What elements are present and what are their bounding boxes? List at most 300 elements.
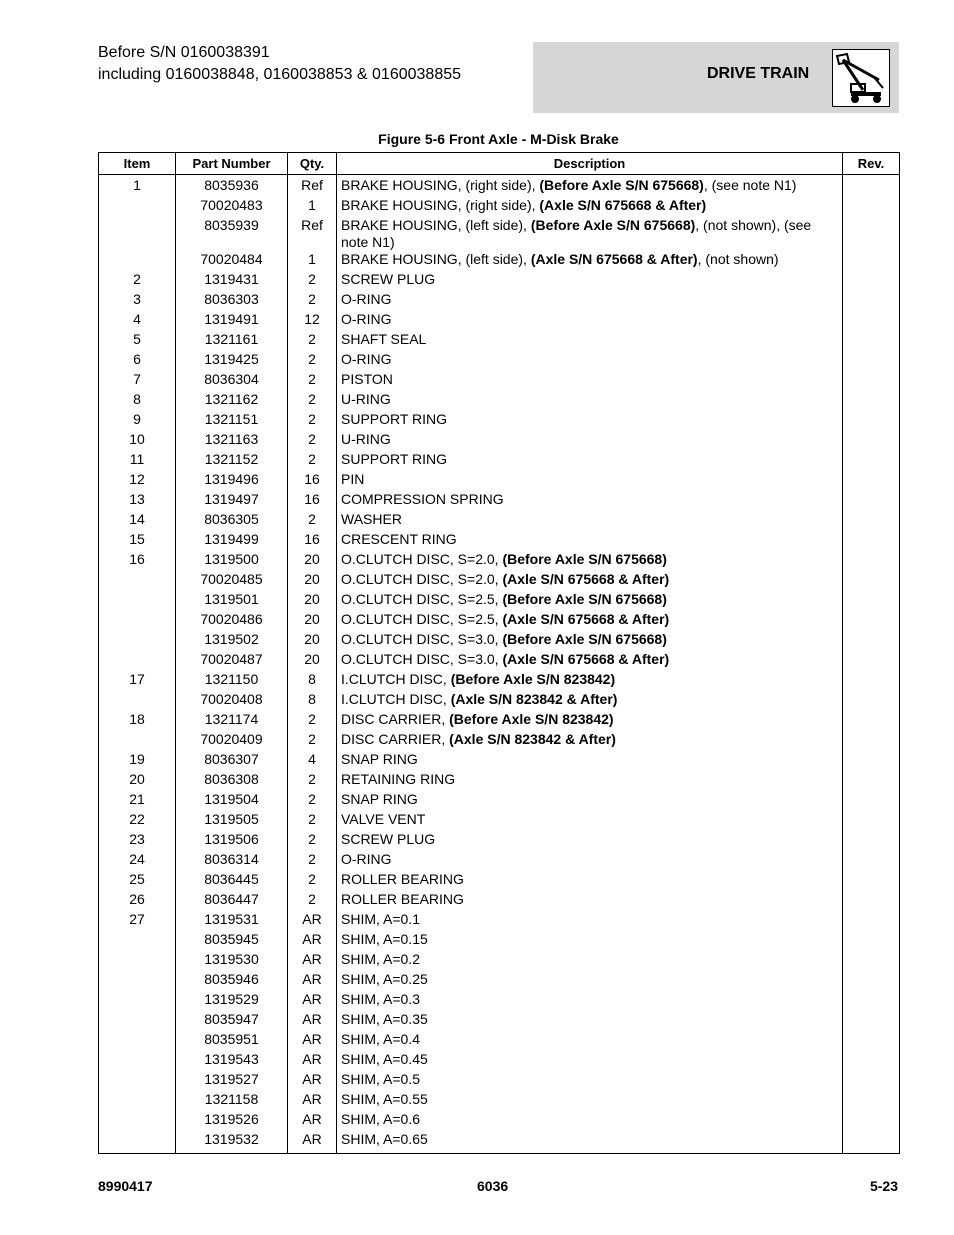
cell-part-number: 8035947 [176, 1011, 288, 1031]
cell-rev [843, 411, 900, 431]
cell-item [99, 991, 176, 1011]
table-row [99, 1091, 900, 1111]
description-text: SHAFT SEAL [341, 331, 427, 347]
cell-qty: AR [288, 991, 337, 1011]
cell-rev [843, 631, 900, 651]
cell-rev [843, 971, 900, 991]
cell-item: 1 [99, 175, 176, 198]
cell-rev [843, 391, 900, 411]
cell-qty: 1 [288, 251, 337, 271]
cell-qty: 1 [288, 197, 337, 217]
parts-table-body [99, 175, 900, 1154]
cell-rev [843, 1131, 900, 1154]
cell-qty: 2 [288, 411, 337, 431]
cell-item: 10 [99, 431, 176, 451]
table-row [99, 531, 900, 551]
parts-table [98, 152, 900, 1154]
description-text: SHIM, A=0.35 [341, 1011, 428, 1027]
description-text: I.CLUTCH DISC, [341, 691, 451, 707]
cell-part-number: 1319431 [176, 271, 288, 291]
table-row [99, 951, 900, 971]
cell-part-number: 1319504 [176, 791, 288, 811]
description-text: O-RING [341, 351, 392, 367]
cell-part-number: 1319491 [176, 311, 288, 331]
col-header-description: Description [337, 153, 843, 175]
table-row [99, 251, 900, 271]
serial-including: including 0160038848, 0160038853 & 0160038855 [98, 66, 462, 83]
cell-qty: 8 [288, 691, 337, 711]
cell-item [99, 1071, 176, 1091]
cell-rev [843, 891, 900, 911]
table-row [99, 411, 900, 431]
description-text: BRAKE HOUSING, (left side), [341, 251, 531, 267]
table-row [99, 451, 900, 471]
cell-part-number: 1321151 [176, 411, 288, 431]
cell-part-number: 70020409 [176, 731, 288, 751]
cell-part-number: 1319496 [176, 471, 288, 491]
table-row [99, 571, 900, 591]
cell-rev [843, 831, 900, 851]
cell-rev [843, 931, 900, 951]
cell-qty: AR [288, 931, 337, 951]
cell-item: 26 [99, 891, 176, 911]
cell-item: 7 [99, 371, 176, 391]
cell-description [337, 271, 843, 291]
cell-part-number: 8035946 [176, 971, 288, 991]
table-row [99, 391, 900, 411]
cell-rev [843, 1091, 900, 1111]
description-serial-range: (Before Axle S/N 675668) [502, 631, 667, 647]
cell-qty: 2 [288, 771, 337, 791]
table-row [99, 175, 900, 198]
cell-description [337, 1091, 843, 1111]
table-row [99, 271, 900, 291]
cell-description [337, 571, 843, 591]
cell-description [337, 175, 843, 198]
table-row [99, 871, 900, 891]
description-serial-range: (Axle S/N 675668 & After) [502, 611, 670, 627]
cell-item [99, 971, 176, 991]
cell-item [99, 1131, 176, 1154]
cell-description [337, 991, 843, 1011]
cell-part-number: 1319526 [176, 1111, 288, 1131]
description-serial-range: (Axle S/N 823842 & After) [449, 731, 616, 747]
cell-item: 13 [99, 491, 176, 511]
description-text: SHIM, A=0.3 [341, 991, 420, 1007]
cell-qty: 2 [288, 371, 337, 391]
description-text: SHIM, A=0.65 [341, 1131, 428, 1147]
cell-qty: 2 [288, 451, 337, 471]
cell-part-number: 1319497 [176, 491, 288, 511]
description-text: SCREW PLUG [341, 271, 436, 287]
cell-item [99, 251, 176, 271]
cell-description [337, 351, 843, 371]
cell-part-number: 1321161 [176, 331, 288, 351]
description-text: WASHER [341, 511, 402, 527]
table-row [99, 791, 900, 811]
cell-description [337, 971, 843, 991]
cell-part-number: 8036305 [176, 511, 288, 531]
cell-item: 2 [99, 271, 176, 291]
table-row [99, 471, 900, 491]
cell-description [337, 691, 843, 711]
cell-rev [843, 571, 900, 591]
cell-qty: 20 [288, 571, 337, 591]
section-banner [533, 42, 899, 113]
cell-description [337, 811, 843, 831]
cell-description [337, 631, 843, 651]
cell-qty: 2 [288, 791, 337, 811]
description-text: SCREW PLUG [341, 831, 436, 847]
description-text: O.CLUTCH DISC, S=3.0, [341, 651, 503, 667]
cell-rev [843, 1051, 900, 1071]
cell-item: 6 [99, 351, 176, 371]
cell-part-number: 8035951 [176, 1031, 288, 1051]
cell-item: 20 [99, 771, 176, 791]
cell-rev [843, 491, 900, 511]
description-text: O-RING [341, 851, 392, 867]
description-text: SNAP RING [341, 791, 418, 807]
table-row [99, 751, 900, 771]
cell-part-number: 8035936 [176, 175, 288, 198]
cell-part-number: 1321162 [176, 391, 288, 411]
cell-part-number: 70020483 [176, 197, 288, 217]
cell-part-number: 1321158 [176, 1091, 288, 1111]
cell-part-number: 70020487 [176, 651, 288, 671]
cell-item: 25 [99, 871, 176, 891]
cell-qty: AR [288, 1071, 337, 1091]
cell-rev [843, 811, 900, 831]
cell-description [337, 371, 843, 391]
cell-part-number: 1319532 [176, 1131, 288, 1154]
cell-qty: 2 [288, 291, 337, 311]
description-text: SHIM, A=0.45 [341, 1051, 428, 1067]
description-text: RETAINING RING [341, 771, 456, 787]
boom-lift-icon [832, 49, 890, 107]
cell-item [99, 1111, 176, 1131]
cell-description [337, 431, 843, 451]
table-row [99, 711, 900, 731]
cell-item: 19 [99, 751, 176, 771]
description-serial-range: (Before Axle S/N 675668) [539, 177, 704, 193]
table-row [99, 217, 900, 251]
table-row [99, 931, 900, 951]
cell-part-number: 1321174 [176, 711, 288, 731]
cell-description [337, 251, 843, 271]
cell-rev [843, 1031, 900, 1051]
description-serial-range: (Before Axle S/N 675668) [502, 551, 667, 567]
cell-description [337, 731, 843, 751]
figure-title: Figure 5-6 Front Axle - M-Disk Brake [378, 131, 619, 147]
cell-qty: 20 [288, 591, 337, 611]
cell-description [337, 671, 843, 691]
table-row [99, 831, 900, 851]
cell-description [337, 531, 843, 551]
description-text: SHIM, A=0.2 [341, 951, 420, 967]
description-text: PISTON [341, 371, 393, 387]
cell-description [337, 831, 843, 851]
cell-rev [843, 731, 900, 751]
cell-rev [843, 611, 900, 631]
cell-qty: AR [288, 1031, 337, 1051]
cell-rev [843, 771, 900, 791]
cell-item: 17 [99, 671, 176, 691]
description-text: O-RING [341, 291, 392, 307]
cell-qty: 2 [288, 831, 337, 851]
cell-item [99, 1011, 176, 1031]
table-row [99, 671, 900, 691]
cell-item [99, 197, 176, 217]
cell-part-number: 1319527 [176, 1071, 288, 1091]
cell-description [337, 911, 843, 931]
col-header-rev: Rev. [843, 153, 900, 175]
cell-item [99, 731, 176, 751]
table-row [99, 891, 900, 911]
description-text: BRAKE HOUSING, (left side), [341, 217, 531, 233]
cell-description [337, 1011, 843, 1031]
description-serial-range: (Before Axle S/N 675668) [530, 217, 696, 233]
cell-description [337, 1031, 843, 1051]
footer-model: 6036 [477, 1178, 509, 1194]
cell-item [99, 1031, 176, 1051]
cell-item: 24 [99, 851, 176, 871]
serial-before: Before S/N 0160038391 [98, 44, 270, 61]
cell-qty: 16 [288, 471, 337, 491]
description-text: SNAP RING [341, 751, 418, 767]
description-text: O.CLUTCH DISC, S=3.0, [341, 631, 503, 647]
table-row [99, 197, 900, 217]
description-text: , (see note N1) [703, 177, 797, 193]
cell-rev [843, 371, 900, 391]
cell-part-number: 8036314 [176, 851, 288, 871]
cell-qty: AR [288, 1111, 337, 1131]
cell-description [337, 751, 843, 771]
table-row [99, 371, 900, 391]
description-text: ROLLER BEARING [341, 891, 464, 907]
cell-part-number: 8036307 [176, 751, 288, 771]
cell-item: 4 [99, 311, 176, 331]
cell-qty: AR [288, 951, 337, 971]
cell-item: 22 [99, 811, 176, 831]
cell-part-number: 8036447 [176, 891, 288, 911]
cell-item: 5 [99, 331, 176, 351]
description-text: PIN [341, 471, 365, 487]
description-text: O.CLUTCH DISC, S=2.5, [341, 591, 503, 607]
cell-description [337, 1131, 843, 1154]
cell-description [337, 391, 843, 411]
description-text: U-RING [341, 431, 391, 447]
cell-qty: 2 [288, 431, 337, 451]
cell-part-number: 1319529 [176, 991, 288, 1011]
cell-item: 12 [99, 471, 176, 491]
cell-description [337, 451, 843, 471]
cell-item [99, 591, 176, 611]
cell-description [337, 891, 843, 911]
cell-part-number: 1321163 [176, 431, 288, 451]
cell-description [337, 1111, 843, 1131]
cell-part-number: 70020408 [176, 691, 288, 711]
cell-part-number: 1319499 [176, 531, 288, 551]
cell-part-number: 1321150 [176, 671, 288, 691]
cell-qty: 20 [288, 551, 337, 571]
cell-description [337, 1051, 843, 1071]
cell-item: 14 [99, 511, 176, 531]
description-serial-range: (Before Axle S/N 823842) [449, 711, 614, 727]
cell-item: 3 [99, 291, 176, 311]
description-text: SHIM, A=0.6 [341, 1111, 420, 1127]
cell-item: 21 [99, 791, 176, 811]
description-text: , (not shown), (see note N1) [341, 217, 812, 250]
cell-part-number: 8035939 [176, 217, 288, 251]
cell-part-number: 1319505 [176, 811, 288, 831]
cell-qty: AR [288, 911, 337, 931]
description-text: CRESCENT RING [341, 531, 457, 547]
table-row [99, 971, 900, 991]
cell-part-number: 70020484 [176, 251, 288, 271]
cell-description [337, 471, 843, 491]
table-row [99, 611, 900, 631]
cell-item [99, 951, 176, 971]
description-text: SHIM, A=0.25 [341, 971, 428, 987]
table-row [99, 511, 900, 531]
cell-description [337, 217, 843, 251]
cell-item [99, 651, 176, 671]
page-header [98, 42, 461, 86]
table-row [99, 431, 900, 451]
cell-rev [843, 911, 900, 931]
cell-description [337, 931, 843, 951]
cell-qty: 16 [288, 491, 337, 511]
cell-qty: 12 [288, 311, 337, 331]
cell-qty: AR [288, 971, 337, 991]
cell-item [99, 611, 176, 631]
cell-description [337, 591, 843, 611]
description-text: O.CLUTCH DISC, S=2.5, [341, 611, 503, 627]
cell-part-number: 1319531 [176, 911, 288, 931]
description-text: BRAKE HOUSING, (right side), [341, 177, 540, 193]
table-row [99, 851, 900, 871]
cell-description [337, 611, 843, 631]
cell-item [99, 631, 176, 651]
section-title: DRIVE TRAIN [707, 65, 810, 82]
cell-qty: 2 [288, 871, 337, 891]
cell-item: 23 [99, 831, 176, 851]
cell-qty: AR [288, 1091, 337, 1111]
description-serial-range: (Axle S/N 675668 & After) [502, 571, 670, 587]
cell-item [99, 1051, 176, 1071]
cell-qty: 8 [288, 671, 337, 691]
table-row [99, 311, 900, 331]
cell-rev [843, 751, 900, 771]
cell-qty: 4 [288, 751, 337, 771]
cell-part-number: 70020486 [176, 611, 288, 631]
cell-description [337, 951, 843, 971]
cell-rev [843, 511, 900, 531]
cell-part-number: 8036303 [176, 291, 288, 311]
cell-item [99, 691, 176, 711]
description-text: U-RING [341, 391, 391, 407]
cell-description [337, 791, 843, 811]
col-header-item: Item [99, 153, 176, 175]
cell-qty: 2 [288, 731, 337, 751]
cell-description [337, 771, 843, 791]
description-text: O.CLUTCH DISC, S=2.0, [341, 571, 503, 587]
cell-description [337, 491, 843, 511]
cell-rev [843, 451, 900, 471]
cell-part-number: 1319530 [176, 951, 288, 971]
cell-rev [843, 291, 900, 311]
cell-rev [843, 271, 900, 291]
table-row [99, 1031, 900, 1051]
cell-rev [843, 217, 900, 251]
cell-description [337, 331, 843, 351]
cell-part-number: 1319502 [176, 631, 288, 651]
description-text: COMPRESSION SPRING [341, 491, 504, 507]
col-header-part-number: Part Number [176, 153, 288, 175]
cell-rev [843, 991, 900, 1011]
description-serial-range: (Before Axle S/N 675668) [502, 591, 667, 607]
footer-page-number: 5-23 [869, 1178, 898, 1194]
cell-qty: Ref [288, 217, 337, 251]
cell-description [337, 411, 843, 431]
table-row [99, 651, 900, 671]
description-text: DISC CARRIER, [341, 711, 450, 727]
table-row [99, 991, 900, 1011]
cell-rev [843, 1011, 900, 1031]
description-serial-range: (Axle S/N 675668 & After) [502, 651, 670, 667]
cell-description [337, 651, 843, 671]
cell-part-number: 1319501 [176, 591, 288, 611]
description-text: O-RING [341, 311, 392, 327]
table-row [99, 731, 900, 751]
description-serial-range: (Axle S/N 823842 & After) [450, 691, 618, 707]
cell-item: 11 [99, 451, 176, 471]
cell-qty: Ref [288, 175, 337, 198]
table-row [99, 291, 900, 311]
cell-rev [843, 711, 900, 731]
cell-description [337, 511, 843, 531]
description-text: BRAKE HOUSING, (right side), [341, 197, 540, 213]
cell-qty: 20 [288, 631, 337, 651]
cell-rev [843, 551, 900, 571]
table-row [99, 491, 900, 511]
table-row [99, 1111, 900, 1131]
cell-rev [843, 671, 900, 691]
cell-part-number: 70020485 [176, 571, 288, 591]
cell-part-number: 8036445 [176, 871, 288, 891]
cell-part-number: 8035945 [176, 931, 288, 951]
cell-rev [843, 1071, 900, 1091]
cell-qty: 2 [288, 851, 337, 871]
table-row [99, 631, 900, 651]
description-text: DISC CARRIER, [341, 731, 450, 747]
table-row [99, 551, 900, 571]
description-text: SUPPORT RING [341, 411, 448, 427]
description-text: SHIM, A=0.4 [341, 1031, 420, 1047]
cell-item [99, 571, 176, 591]
col-header-qty: Qty. [288, 153, 337, 175]
cell-rev [843, 791, 900, 811]
cell-item: 15 [99, 531, 176, 551]
table-row [99, 331, 900, 351]
cell-rev [843, 197, 900, 217]
cell-item: 9 [99, 411, 176, 431]
cell-qty: 2 [288, 331, 337, 351]
cell-qty: 2 [288, 391, 337, 411]
description-serial-range: (Axle S/N 675668 & After) [530, 251, 698, 267]
cell-item [99, 1091, 176, 1111]
table-row [99, 1011, 900, 1031]
